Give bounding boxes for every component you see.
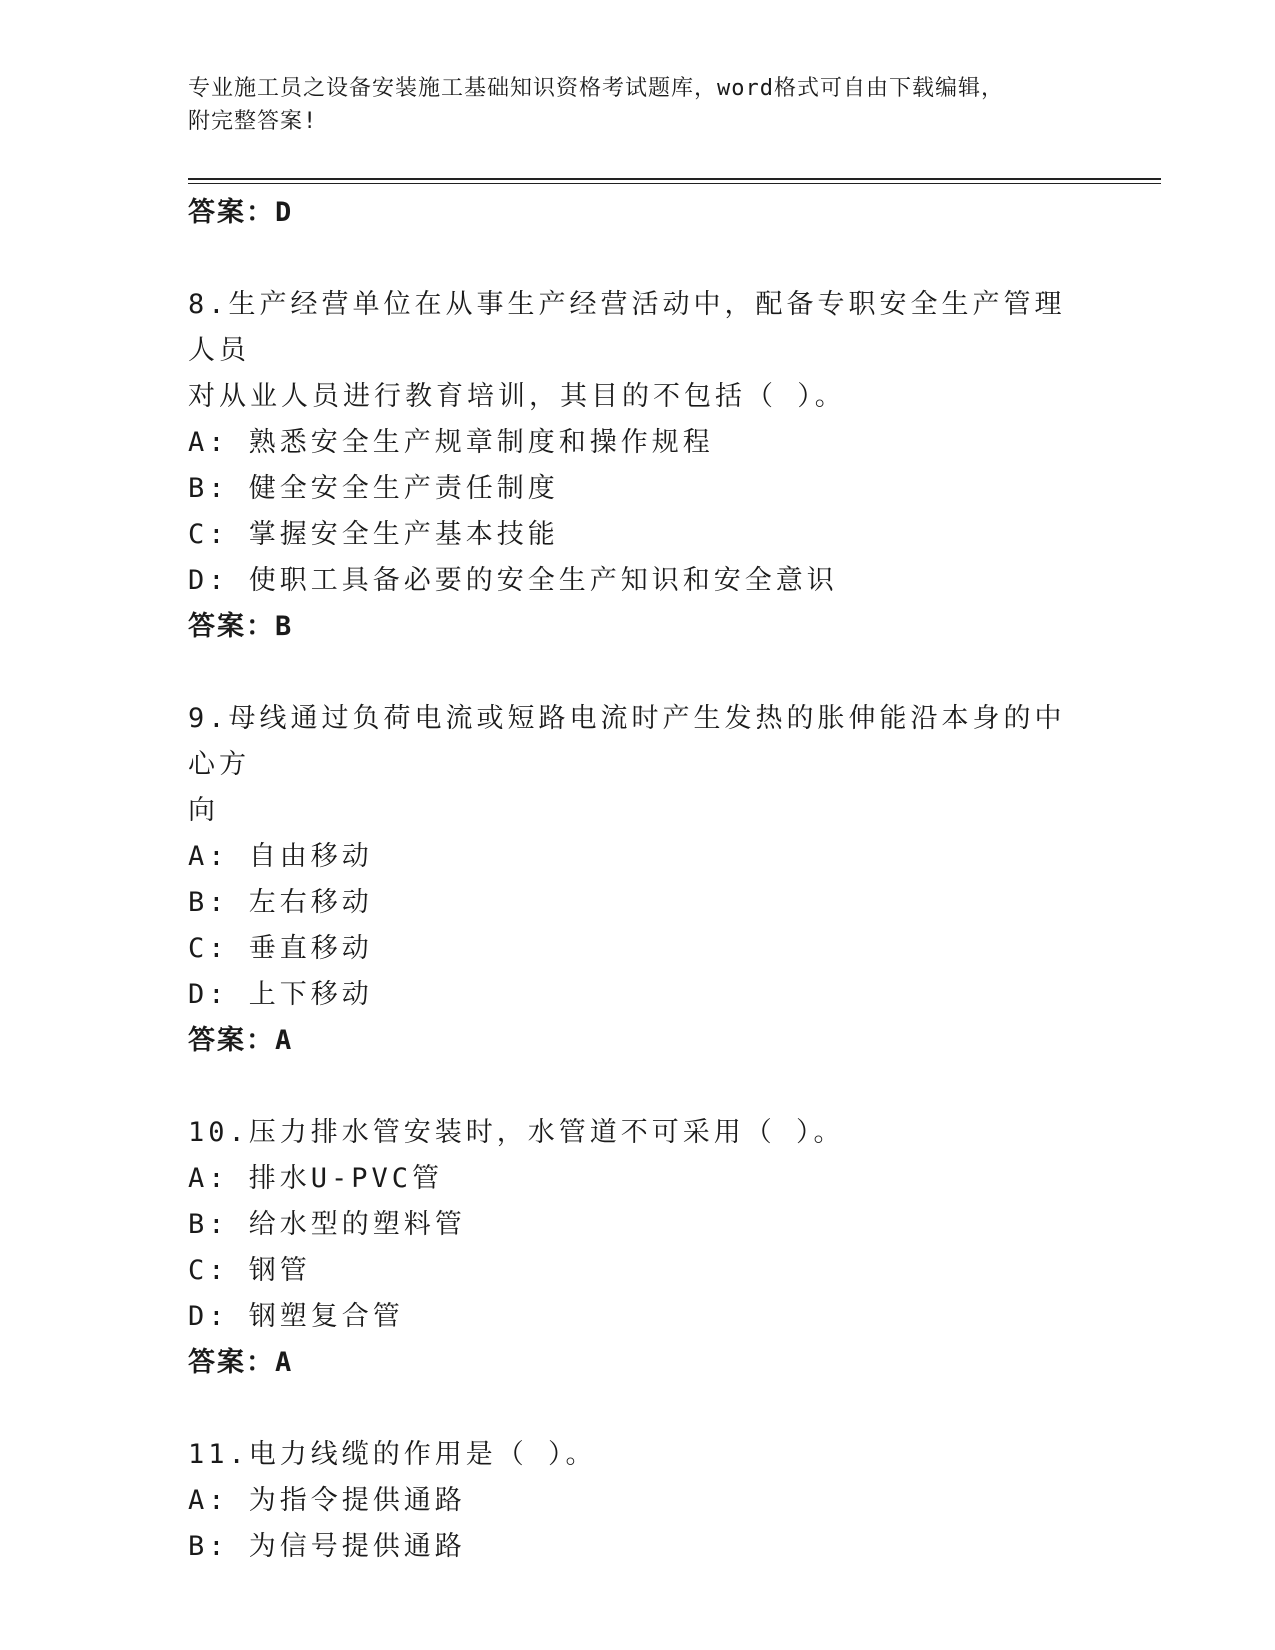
question-stem-line: 11.电力线缆的作用是（ ）。 <box>188 1439 597 1470</box>
answer-value: B <box>275 611 294 642</box>
header-divider <box>188 178 1161 184</box>
spacer <box>188 1386 1088 1432</box>
option-b: B: 健全安全生产责任制度 <box>188 473 559 504</box>
document-header <box>188 72 1088 138</box>
document-body <box>188 190 1088 1570</box>
option-a: A: 为指令提供通路 <box>188 1485 466 1516</box>
question-11 <box>188 1432 1088 1570</box>
header-line-1: 专业施工员之设备安装施工基础知识资格考试题库，word格式可自由下载编辑， <box>188 76 1004 101</box>
question-stem-line: 对从业人员进行教育培训，其目的不包括（ ）。 <box>188 381 846 412</box>
question-9 <box>188 696 1088 1064</box>
header-line-2: 附完整答案! <box>188 109 318 134</box>
option-b: B: 左右移动 <box>188 887 373 918</box>
spacer <box>188 236 1088 282</box>
question-8 <box>188 282 1088 650</box>
answer-label: 答案： <box>188 1347 275 1378</box>
answer-line <box>188 1018 1088 1064</box>
option-d: D: 钢塑复合管 <box>188 1301 404 1332</box>
spacer <box>188 1064 1088 1110</box>
answer-value: A <box>275 1347 294 1378</box>
option-a: A: 熟悉安全生产规章制度和操作规程 <box>188 427 714 458</box>
option-a: A: 排水U-PVC管 <box>188 1163 444 1194</box>
answer-line <box>188 190 1088 236</box>
answer-label: 答案： <box>188 1025 275 1056</box>
question-stem-line: 8.生产经营单位在从事生产经营活动中，配备专职安全生产管理人员 <box>188 289 1066 366</box>
question-stem-line: 10.压力排水管安装时，水管道不可采用（ ）。 <box>188 1117 845 1148</box>
option-a: A: 自由移动 <box>188 841 373 872</box>
spacer <box>188 650 1088 696</box>
answer-label: 答案： <box>188 197 275 228</box>
option-d: D: 使职工具备必要的安全生产知识和安全意识 <box>188 565 838 596</box>
option-b: B: 给水型的塑料管 <box>188 1209 466 1240</box>
answer-line <box>188 1340 1088 1386</box>
question-stem-line: 向 <box>188 795 219 826</box>
option-c: C: 掌握安全生产基本技能 <box>188 519 559 550</box>
question-10 <box>188 1110 1088 1386</box>
answer-label: 答案： <box>188 611 275 642</box>
option-c: C: 钢管 <box>188 1255 311 1286</box>
answer-value: A <box>275 1025 294 1056</box>
question-stem-line: 9.母线通过负荷电流或短路电流时产生发热的胀伸能沿本身的中心方 <box>188 703 1066 780</box>
option-b: B: 为信号提供通路 <box>188 1531 466 1562</box>
option-c: C: 垂直移动 <box>188 933 373 964</box>
option-d: D: 上下移动 <box>188 979 373 1010</box>
answer-value: D <box>275 197 294 228</box>
answer-line <box>188 604 1088 650</box>
